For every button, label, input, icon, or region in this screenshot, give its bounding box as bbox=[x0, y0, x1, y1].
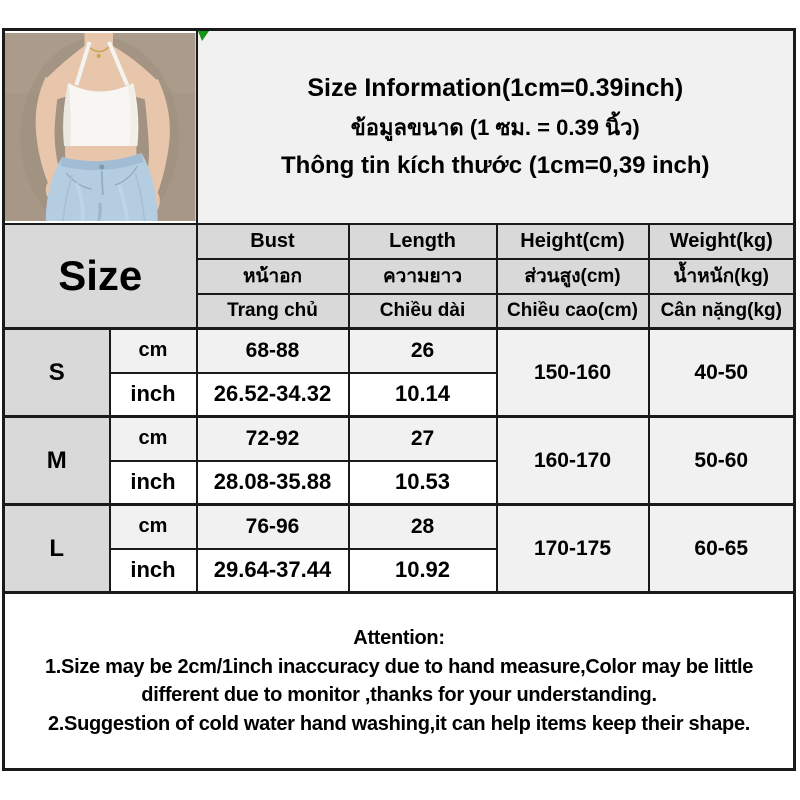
unit-inch-label: inch bbox=[110, 461, 197, 505]
unit-cm-label: cm bbox=[110, 329, 197, 373]
title-thai: ข้อมูลขนาด (1 ซม. = 0.39 นิ้ว) bbox=[350, 114, 640, 140]
size-l-label: L bbox=[4, 505, 110, 593]
col-header-height-vi: Chiều cao(cm) bbox=[497, 294, 649, 329]
m-height: 160-170 bbox=[497, 417, 649, 505]
l-bust-cm: 76-96 bbox=[197, 505, 349, 549]
col-header-height-th: ส่วนสูง(cm) bbox=[497, 259, 649, 294]
l-weight: 60-65 bbox=[649, 505, 795, 593]
l-bust-inch: 29.64-37.44 bbox=[197, 549, 349, 593]
table-row bbox=[4, 329, 795, 373]
m-bust-inch: 28.08-35.88 bbox=[197, 461, 349, 505]
s-bust-cm: 68-88 bbox=[197, 329, 349, 373]
size-chart-sheet bbox=[2, 28, 796, 771]
s-length-inch: 10.14 bbox=[349, 373, 497, 417]
attention-note bbox=[4, 593, 795, 770]
col-header-bust-vi: Trang chủ bbox=[197, 294, 349, 329]
size-header-cell: Size bbox=[4, 224, 197, 329]
col-header-weight-th: น้ำหนัก(kg) bbox=[649, 259, 795, 294]
attention-line-2: 2.Suggestion of cold water hand washing,it can help items keep their shape. bbox=[47, 712, 751, 735]
col-header-length-th: ความยาว bbox=[349, 259, 497, 294]
m-bust-cm: 72-92 bbox=[197, 417, 349, 461]
s-bust-inch: 26.52-34.32 bbox=[197, 373, 349, 417]
s-height: 150-160 bbox=[497, 329, 649, 417]
table-row bbox=[4, 417, 795, 461]
table-row bbox=[4, 505, 795, 549]
m-length-cm: 27 bbox=[349, 417, 497, 461]
col-header-weight-en: Weight(kg) bbox=[649, 224, 795, 259]
size-s-label: S bbox=[4, 329, 110, 417]
attention-heading: Attention: bbox=[353, 627, 445, 649]
title-block bbox=[197, 30, 795, 224]
title-vietnamese: Thông tin kích thước (1cm=0,39 inch) bbox=[281, 151, 710, 179]
product-photo-illustration bbox=[5, 33, 196, 221]
attention-line-1: 1.Size may be 2cm/1inch inaccuracy due to hand measure,Color may be little different due to monitor ,thanks for your understanding. bbox=[44, 655, 754, 706]
l-length-cm: 28 bbox=[349, 505, 497, 549]
l-height: 170-175 bbox=[497, 505, 649, 593]
unit-inch-label: inch bbox=[110, 549, 197, 593]
s-weight: 40-50 bbox=[649, 329, 795, 417]
title-english: Size Information(1cm=0.39inch) bbox=[307, 73, 684, 102]
unit-cm-label: cm bbox=[110, 505, 197, 549]
unit-inch-label: inch bbox=[110, 373, 197, 417]
m-length-inch: 10.53 bbox=[349, 461, 497, 505]
product-photo bbox=[4, 30, 197, 224]
l-length-inch: 10.92 bbox=[349, 549, 497, 593]
size-m-label: M bbox=[4, 417, 110, 505]
cell-error-marker-icon bbox=[198, 31, 209, 41]
m-weight: 50-60 bbox=[649, 417, 795, 505]
col-header-bust-en: Bust bbox=[197, 224, 349, 259]
s-length-cm: 26 bbox=[349, 329, 497, 373]
unit-cm-label: cm bbox=[110, 417, 197, 461]
col-header-length-vi: Chiều dài bbox=[349, 294, 497, 329]
col-header-height-en: Height(cm) bbox=[497, 224, 649, 259]
col-header-bust-th: หน้าอก bbox=[197, 259, 349, 294]
size-table bbox=[2, 28, 796, 771]
col-header-length-en: Length bbox=[349, 224, 497, 259]
col-header-weight-vi: Cân nặng(kg) bbox=[649, 294, 795, 329]
